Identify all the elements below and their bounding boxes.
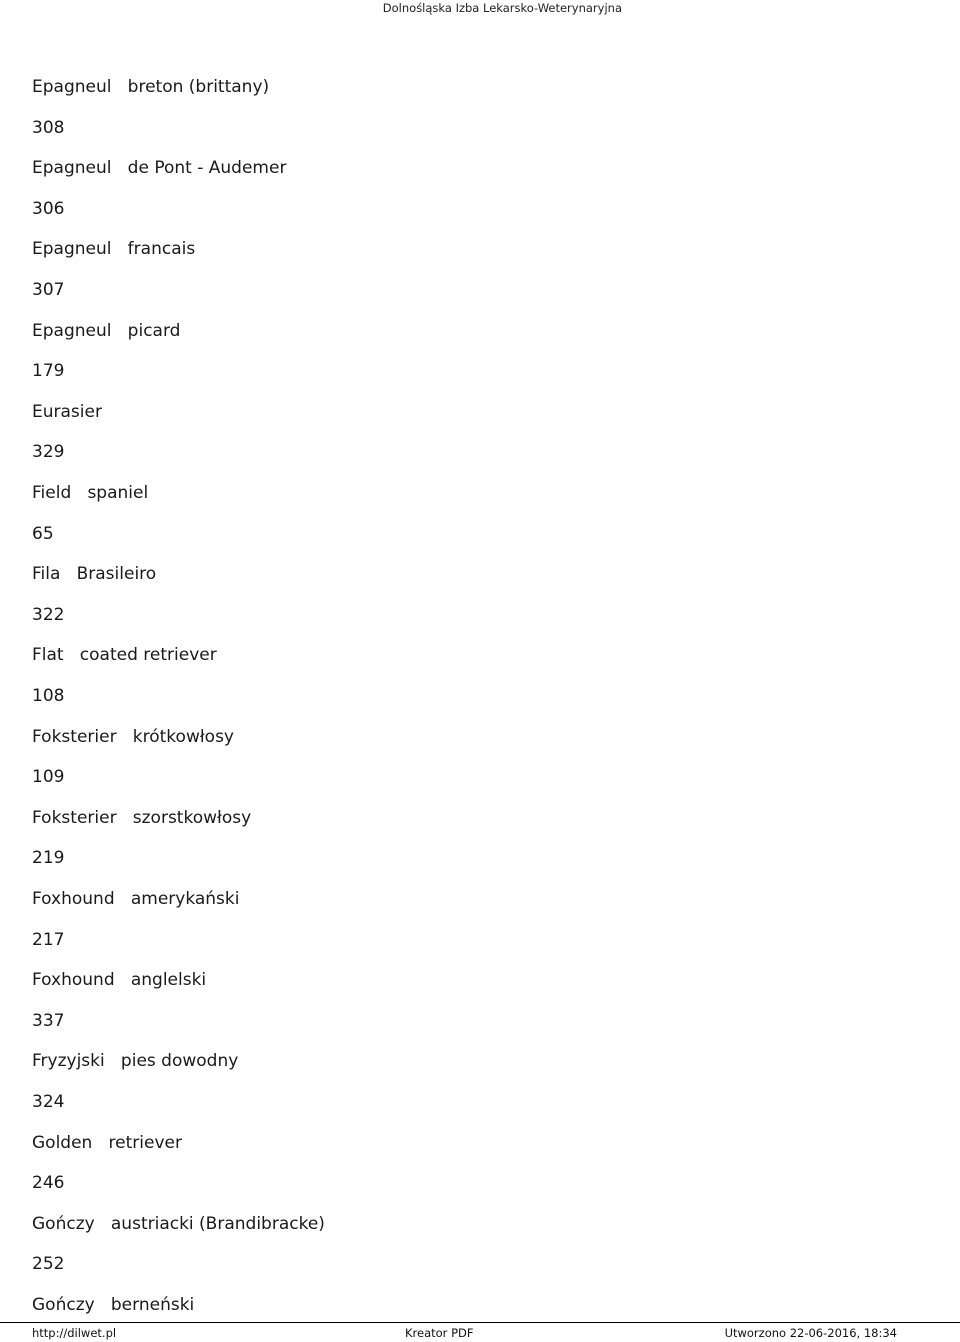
list-item: Field spaniel — [32, 483, 149, 503]
list-item: 308 — [32, 118, 65, 138]
list-item: Gończy austriacki (Brandibracke) — [32, 1214, 325, 1234]
list-item: 65 — [32, 524, 54, 544]
list-item: 337 — [32, 1011, 65, 1031]
footer-created-timestamp: Utworzono 22-06-2016, 18:34 — [724, 1326, 897, 1340]
list-item: Gończy berneński — [32, 1295, 195, 1315]
list-item: 252 — [32, 1254, 65, 1274]
list-item: Eurasier — [32, 402, 102, 422]
list-item: Foksterier szorstkowłosy — [32, 808, 252, 828]
list-item: 324 — [32, 1092, 65, 1112]
list-item: Fryzyjski pies dowodny — [32, 1051, 239, 1071]
list-item: 179 — [32, 361, 65, 381]
page-footer — [0, 1322, 960, 1342]
list-item: 329 — [32, 442, 65, 462]
list-item: 322 — [32, 605, 65, 625]
list-item: 306 — [32, 199, 65, 219]
list-item: Foxhound anglelski — [32, 970, 207, 990]
footer-creator: Kreator PDF — [405, 1326, 474, 1340]
list-item: 219 — [32, 848, 65, 868]
list-item: Epagneul picard — [32, 321, 181, 341]
list-item: Epagneul de Pont - Audemer — [32, 158, 287, 178]
list-item: Fila Brasileiro — [32, 564, 157, 584]
list-item: Golden retriever — [32, 1133, 182, 1153]
list-item: 246 — [32, 1173, 65, 1193]
list-item: 307 — [32, 280, 65, 300]
list-item: Flat coated retriever — [32, 645, 217, 665]
list-item: Foksterier krótkowłosy — [32, 727, 234, 747]
list-item: 109 — [32, 767, 65, 787]
list-item: Foxhound amerykański — [32, 889, 240, 909]
organization-name: Dolnośląska Izba Lekarsko-Weterynaryjna — [382, 1, 622, 15]
list-item: 108 — [32, 686, 65, 706]
footer-url-link[interactable]: http://dilwet.pl — [32, 1326, 117, 1340]
list-item: Epagneul francais — [32, 239, 196, 259]
page-header — [0, 0, 960, 16]
list-item: Epagneul breton (brittany) — [32, 77, 270, 97]
list-item: 217 — [32, 930, 65, 950]
